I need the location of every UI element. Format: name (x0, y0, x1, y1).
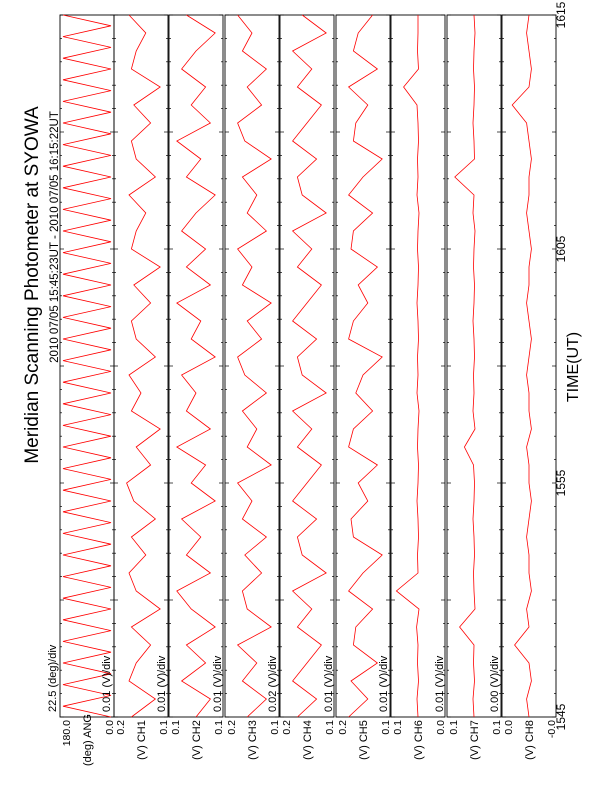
y-tick-label: 0.2 (226, 720, 238, 735)
x-axis-label: TIME(UT) (565, 331, 582, 403)
channel-label: (V) CH5 (358, 720, 370, 760)
channel-label: (V) CH2 (191, 720, 203, 760)
channel-label: (V) CH7 (469, 720, 481, 760)
y-tick-label: 0.1 (448, 720, 460, 735)
channel-label: (V) CH4 (302, 720, 314, 760)
scale-label: 0.01 (V)/div (323, 655, 335, 712)
x-tick-label: 1545 (554, 703, 568, 731)
scale-label: 0.01 (V)/div (101, 655, 113, 712)
x-tick-label: 1615 (554, 1, 568, 29)
scale-label: 0.01 (V)/div (378, 655, 390, 712)
y-tick-label: 0.1 (491, 720, 503, 735)
channel-label: (V) CH8 (524, 720, 536, 760)
scale-label: 0.00 (V)/div (489, 655, 501, 712)
chart-title: Meridian Scanning Photometer at SYOWA (22, 106, 43, 464)
y-tick-label: 0.0 (435, 720, 447, 735)
y-tick-label: 0.1 (213, 720, 225, 735)
channel-label: (V) CH3 (247, 720, 259, 760)
y-tick-label: -0.0 (546, 720, 558, 739)
channel-label: (V) CH6 (413, 720, 425, 760)
y-tick-label: 0.2 (337, 720, 349, 735)
scale-label: 0.02 (V)/div (267, 655, 279, 712)
y-tick-label: 0.2 (115, 720, 127, 735)
y-tick-label: 0.1 (324, 720, 336, 735)
scale-label: 22.5 (deg)/div (47, 644, 59, 712)
y-tick-label: 0.0 (503, 720, 515, 735)
y-tick-label: 0.1 (158, 720, 170, 735)
channel-label: (V) CH1 (136, 720, 148, 760)
y-tick-label: 0.2 (281, 720, 293, 735)
y-tick-label: 0.1 (392, 720, 404, 735)
y-tick-label: 0.1 (170, 720, 182, 735)
scale-label: 0.01 (V)/div (156, 655, 168, 712)
scale-label: 0.01 (V)/div (212, 655, 224, 712)
y-tick-label: 180.0 (61, 720, 73, 747)
chart-subtitle: 2010 07/05 15:45:23UT - 2010 07/05 16:15:22UT (49, 111, 61, 363)
y-tick-label: 0.1 (269, 720, 281, 735)
scale-label: 0.01 (V)/div (434, 655, 446, 712)
y-tick-label: 0.1 (380, 720, 392, 735)
x-tick-label: 1605 (554, 235, 568, 263)
x-tick-label: 1555 (554, 469, 568, 497)
y-tick-label: 0.0 (104, 720, 116, 735)
channel-label: (deg) ANG (82, 714, 94, 766)
